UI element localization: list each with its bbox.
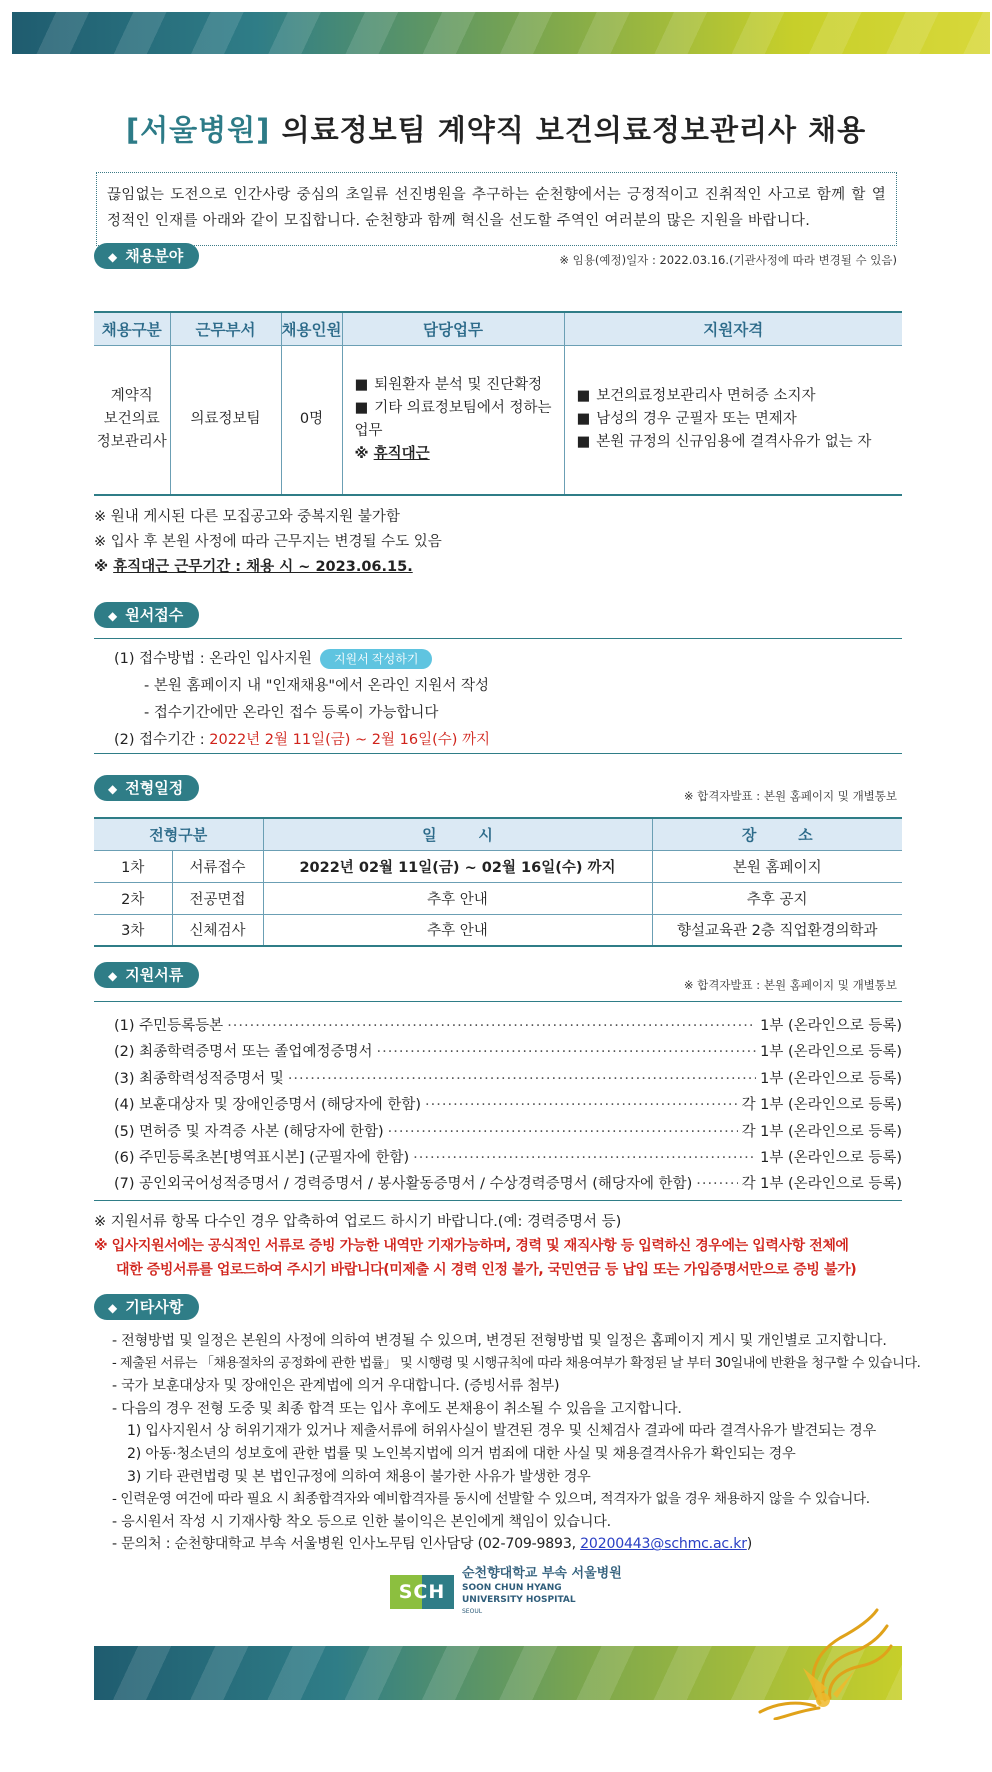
diamond-icon: ◆ <box>108 250 118 264</box>
duty-text: 기타 의료정보팀에서 정하는 업무 <box>354 399 552 439</box>
section-recruit-field <box>94 243 199 269</box>
period-line <box>114 727 490 754</box>
section-label: 원서접수 <box>125 606 184 624</box>
list-item <box>114 1066 902 1092</box>
logo-korean: 순천향대학교 부속 서울병원 <box>462 1566 622 1581</box>
doc-name: (1) 주민등록등본 <box>114 1018 224 1034</box>
qual-item <box>577 431 903 454</box>
doc-qty: 각 1부 (온라인으로 등록) <box>741 1123 902 1140</box>
qual-text: 보건의료정보관리사 면허증 소지자 <box>596 388 816 405</box>
type-line: 보건의료 <box>103 411 160 428</box>
etc-list <box>112 1330 920 1556</box>
duty-text: 퇴원환자 분석 및 진단확정 <box>374 376 543 393</box>
bullet-icon: ■ <box>354 376 369 393</box>
duty-note <box>355 443 564 466</box>
leader-dots <box>376 1039 756 1065</box>
divider <box>94 1001 902 1002</box>
qual-item <box>577 408 903 431</box>
contact-text: - 문의처 : 순천향대학교 부속 서울병원 인사노무팀 인사담당 (02-709-9893, <box>112 1536 581 1553</box>
note-line <box>94 555 442 580</box>
diamond-icon: ◆ <box>108 969 118 983</box>
bullet-icon: ■ <box>354 399 369 416</box>
leader-dots <box>696 1171 737 1197</box>
doc-name: (4) 보훈대상자 및 장애인증명서 (해당자에 한함) <box>114 1097 422 1114</box>
diamond-icon: ◆ <box>108 1301 118 1315</box>
doc-qty: 1부 (온라인으로 등록) <box>760 1150 902 1167</box>
date-cell: 추후 안내 <box>263 882 652 914</box>
type-line: 계약직 <box>110 388 153 405</box>
duty-note-text: 휴직대근 <box>373 445 430 462</box>
qual-item <box>577 385 903 408</box>
apply-button[interactable]: 지원서 작성하기 <box>320 649 432 669</box>
section-schedule <box>94 775 199 801</box>
place-cell: 추후 공지 <box>652 882 902 914</box>
list-item: - 인력운영 여건에 따라 필요 시 최종합격자와 예비합격자를 동시에 선발할 수 있으며, 적격자가 없을 경우 채용하지 않을 수 있습니다. <box>112 1491 870 1508</box>
place-cell: 본원 홈페이지 <box>652 850 902 882</box>
leader-dots <box>425 1092 738 1118</box>
logo-mark: SCH <box>390 1575 454 1609</box>
type-line: 정보관리사 <box>96 434 167 451</box>
list-item <box>114 1119 902 1145</box>
step-cell: 2차 <box>94 882 172 914</box>
title-org: [서울병원] <box>125 113 271 147</box>
table-row <box>94 914 902 946</box>
leader-dots <box>288 1066 756 1092</box>
cell-type <box>94 345 170 495</box>
note-mark: ※ <box>94 559 114 575</box>
section-label: 채용분야 <box>125 247 184 265</box>
step-name-cell: 전공면접 <box>172 882 263 914</box>
section-label: 지원서류 <box>125 966 184 984</box>
schedule-table <box>94 817 902 947</box>
method-sub: - 접수기간에만 온라인 접수 등록이 가능합니다 <box>144 705 439 721</box>
documents-list <box>114 1013 902 1198</box>
step-name-cell: 서류접수 <box>172 850 263 882</box>
divider <box>94 1200 902 1201</box>
list-item <box>114 1013 902 1039</box>
note-line: ※ 입사 후 본원 사정에 따라 근무지는 변경될 수도 있음 <box>94 534 442 550</box>
section-label: 전형일정 <box>125 779 184 797</box>
warning-line: 대한 증빙서류를 업로드하여 주시기 바랍니다(미제출 시 경력 인정 불가, 국민연금 등 납입 또는 가입증명서만으로 증빙 불가) <box>116 1262 857 1278</box>
period-label: (2) 접수기간 : <box>114 732 210 748</box>
doc-name: (2) 최종학력증명서 또는 졸업예정증명서 <box>114 1044 373 1061</box>
list-sub-item: 3) 기타 관련법령 및 본 법인규정에 의하여 채용이 불가한 사유가 발생한 경우 <box>127 1468 591 1485</box>
contact-suffix: ) <box>746 1536 753 1553</box>
divider <box>94 753 902 754</box>
step-cell: 3차 <box>94 914 172 946</box>
bullet-icon: ■ <box>576 411 591 428</box>
doc-qty: 1부 (온라인으로 등록) <box>760 1070 902 1087</box>
list-item: - 전형방법 및 일정은 본원의 사정에 의하여 변경될 수 있으며, 변경된 전형방법 및 일정은 홈페이지 게시 및 개인별로 고지합니다. <box>112 1333 887 1349</box>
list-sub-item: 2) 아동·청소년의 성보호에 관한 법률 및 노인복지법에 의거 범죄에 대한 사실 및 채용결격사유가 확인되는 경우 <box>127 1445 796 1462</box>
doc-name: (3) 최종학력성적증명서 및 <box>114 1070 284 1087</box>
header-count: 채용인원 <box>281 312 342 345</box>
list-item <box>114 1092 902 1118</box>
doc-name: (7) 공인외국어성적증명서 / 경력증명서 / 봉사활동증명서 / 수상경력증명서 (해당자에 한함) <box>114 1176 693 1193</box>
date-cell: 추후 안내 <box>263 914 652 946</box>
note-mark: ※ <box>354 445 374 462</box>
list-item <box>114 1039 902 1065</box>
note-line: ※ 원내 게시된 다른 모집공고와 중복지원 불가함 <box>94 509 400 525</box>
logo-english: SOON CHUN HYANG <box>462 1583 562 1593</box>
logo-text <box>462 1565 622 1618</box>
method-line <box>114 646 490 673</box>
header-qual: 지원자격 <box>564 312 902 345</box>
note-period: 휴직대근 근무기간 : 채용 시 ~ 2023.06.15. <box>113 559 413 575</box>
doc-qty: 1부 (온라인으로 등록) <box>760 1044 902 1061</box>
hospital-logo <box>390 1565 622 1618</box>
doc-name: (6) 주민등록초본[병역표시본] (군필자에 한함) <box>114 1150 410 1167</box>
header-place: 장 소 <box>652 818 902 850</box>
application-info <box>114 646 490 754</box>
section-documents <box>94 962 199 988</box>
appointment-note: ※ 임용(예정)일자 : 2022.03.16.(기관사정에 따라 변경될 수 있음) <box>559 253 897 267</box>
header-type: 채용구분 <box>94 312 170 345</box>
doc-qty: 각 1부 (온라인으로 등록) <box>741 1176 902 1193</box>
section-etc <box>94 1294 199 1320</box>
contact-email-link[interactable]: 20200443@schmc.ac.kr <box>580 1536 747 1553</box>
contact-line <box>112 1533 920 1556</box>
list-item <box>114 1145 902 1171</box>
duty-item <box>355 374 564 397</box>
table-row <box>94 882 902 914</box>
bullet-icon: ■ <box>576 434 591 451</box>
phoenix-emblem-icon <box>745 1608 895 1720</box>
section-application <box>94 602 199 628</box>
divider <box>94 638 902 639</box>
list-item: - 국가 보훈대상자 및 장애인은 관계법에 의거 우대합니다. (증빙서류 첨부) <box>112 1378 560 1395</box>
bullet-icon: ■ <box>576 388 591 405</box>
header-date: 일 시 <box>263 818 652 850</box>
cell-duty <box>342 345 564 495</box>
duty-item <box>355 397 564 443</box>
cell-qual <box>564 345 902 495</box>
doc-name: (5) 면허증 및 자격증 사본 (해당자에 한함) <box>114 1123 384 1140</box>
place-cell: 향설교육관 2층 직업환경의학과 <box>652 914 902 946</box>
step-cell: 1차 <box>94 850 172 882</box>
qual-text: 본원 규정의 신규임용에 결격사유가 없는 자 <box>596 434 872 451</box>
result-note: ※ 합격자발표 : 본원 홈페이지 및 개별통보 <box>683 978 897 992</box>
result-note: ※ 합격자발표 : 본원 홈페이지 및 개별통보 <box>683 789 897 803</box>
method-sub: - 본원 홈페이지 내 "인재채용"에서 온라인 지원서 작성 <box>144 678 489 694</box>
warning-line: ※ 입사지원서에는 공식적인 서류로 증빙 가능한 내역만 기재가능하며, 경력 및 재직사항 등 입력하신 경우에는 입력사항 전체에 <box>94 1238 849 1254</box>
cell-count: 0명 <box>281 345 342 495</box>
intro-box: 끊임없는 도전으로 인간사랑 중심의 초일류 선진병원을 추구하는 순천향에서는 긍정적이고 진취적인 사고로 함께 할 열정적인 인재를 아래와 같이 모집합니다. 순천향과 함께 혁신을 선도할 주역인 여러분의 많은 지원을 바랍니다. <box>96 172 897 246</box>
method-text: (1) 접수방법 : 온라인 입사지원 <box>114 651 312 667</box>
header-step: 전형구분 <box>94 818 263 850</box>
qual-text: 남성의 경우 군필자 또는 면제자 <box>596 411 797 428</box>
leader-dots <box>227 1013 756 1039</box>
step-name-cell: 신체검사 <box>172 914 263 946</box>
title-main: 의료정보팀 계약직 보건의료정보관리사 채용 <box>281 113 867 147</box>
table-row <box>94 850 902 882</box>
header-duty: 담당업무 <box>342 312 564 345</box>
diamond-icon: ◆ <box>108 782 118 796</box>
list-item: - 다음의 경우 전형 도중 및 최종 합격 또는 입사 후에도 본채용이 취소될 수 있음을 고지합니다. <box>112 1400 682 1417</box>
note-line: ※ 지원서류 항목 다수인 경우 압축하여 업로드 하시기 바랍니다.(예: 경력증명서 등) <box>94 1214 622 1230</box>
documents-notes <box>94 1210 856 1282</box>
recruit-notes <box>94 505 442 580</box>
leader-dots <box>388 1119 738 1145</box>
page-title <box>0 108 992 149</box>
top-banner <box>12 12 990 54</box>
date-cell: 2022년 02월 11일(금) ~ 02월 16일(수) 까지 <box>263 850 652 882</box>
list-item: - 응시원서 작성 시 기재사항 착오 등으로 인한 불이익은 본인에게 책임이 있습니다. <box>112 1513 611 1530</box>
period-value: 2022년 2월 11일(금) ~ 2월 16일(수) 까지 <box>209 732 491 748</box>
section-label: 기타사항 <box>125 1298 184 1316</box>
doc-qty: 1부 (온라인으로 등록) <box>760 1018 902 1034</box>
leader-dots <box>413 1145 756 1171</box>
doc-qty: 각 1부 (온라인으로 등록) <box>741 1097 902 1114</box>
header-dept: 근무부서 <box>170 312 281 345</box>
logo-english-sub: SEOUL <box>462 1608 483 1615</box>
recruit-table <box>94 311 902 496</box>
logo-english: UNIVERSITY HOSPITAL <box>462 1595 576 1605</box>
cell-dept: 의료정보팀 <box>170 345 281 495</box>
list-item: - 제출된 서류는 「채용절차의 공정화에 관한 법률」 및 시행령 및 시행규칙에 따라 채용여부가 확정된 날 부터 30일내에 반환을 청구할 수 있습니다. <box>112 1355 921 1371</box>
diamond-icon: ◆ <box>108 609 118 623</box>
list-sub-item: 1) 입사지원서 상 허위기재가 있거나 제출서류에 허위사실이 발견된 경우 및 신체검사 결과에 따라 결격사유가 발견되는 경우 <box>127 1423 876 1440</box>
list-item <box>114 1171 902 1197</box>
